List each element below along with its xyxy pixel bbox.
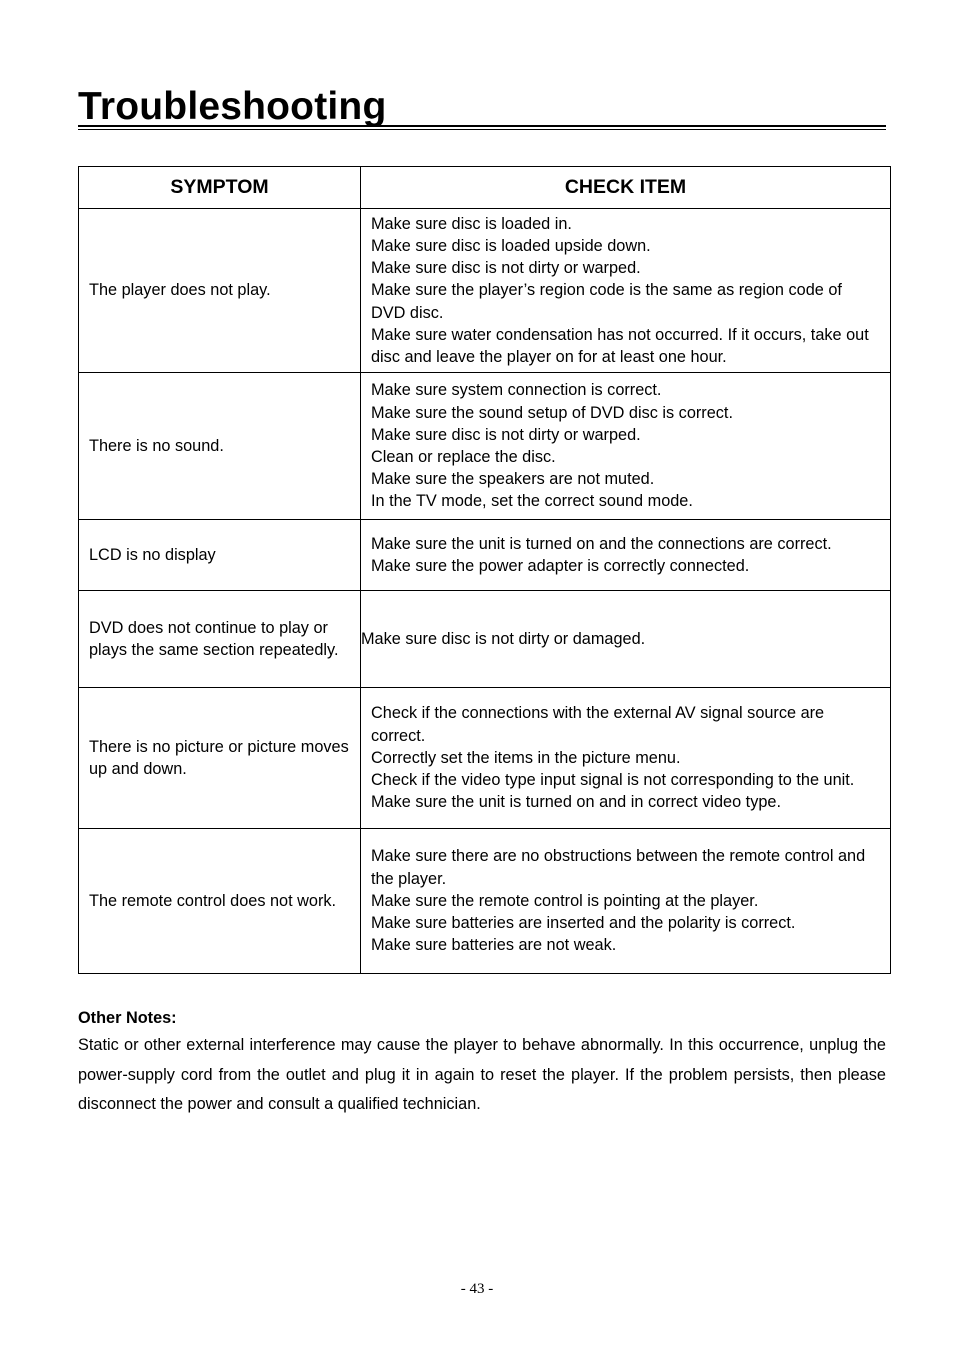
check-item: Make sure disc is not dirty or warped. — [371, 259, 641, 278]
check-item: Check if the connections with the external AV signal source are correct. — [371, 704, 825, 745]
check-item: Make sure the power adapter is correctly connected. — [371, 557, 750, 575]
check-item: Make sure batteries are inserted and the polarity is correct. — [371, 914, 796, 933]
page-header — [78, 84, 886, 132]
table-row — [79, 373, 891, 520]
check-item: Make sure the unit is turned on and the connections are correct. — [371, 534, 832, 553]
symptom-cell: DVD does not continue to play or plays the same section repeatedly. — [79, 591, 361, 688]
symptom-cell: There is no picture or picture moves up and down. — [79, 688, 361, 829]
check-item: Check if the video type input signal is not corresponding to the unit. — [371, 771, 855, 790]
symptom-cell: There is no sound. — [79, 373, 361, 520]
notes-heading: Other Notes: — [78, 1009, 177, 1027]
check-item: Make sure disc is not dirty or damaged. — [361, 629, 646, 648]
check-item: Make sure the speakers are not muted. — [371, 470, 655, 489]
check-item-cell — [361, 688, 891, 829]
check-item: Make sure batteries are not weak. — [371, 936, 617, 955]
check-item: Correctly set the items in the picture menu. — [371, 748, 681, 767]
table-row — [79, 520, 891, 591]
check-item: Make sure the player’s region code is the same as region code of DVD disc. — [371, 281, 842, 322]
check-item-cell — [361, 591, 891, 688]
symptom-cell: LCD is no display — [79, 520, 361, 591]
page-title: Troubleshooting — [78, 85, 387, 128]
symptom-column-header: SYMPTOM — [79, 167, 361, 209]
check-item-cell — [361, 209, 891, 373]
table-row — [79, 688, 891, 829]
check-item: In the TV mode, set the correct sound mode. — [371, 492, 693, 511]
check-item-column-header: CHECK ITEM — [361, 167, 891, 209]
symptom-cell: The player does not play. — [79, 209, 361, 373]
check-item-cell — [361, 520, 891, 591]
table-row — [79, 591, 891, 688]
troubleshooting-table — [78, 166, 891, 974]
check-item: Make sure system connection is correct. — [371, 381, 662, 400]
check-item: Make sure disc is not dirty or warped. — [371, 425, 641, 444]
notes-body: Static or other external interference may cause the player to behave abnormally. In this occurrence, unplug the power-supply cord from the outlet and plug it in again to reset the player. If the problem persists, then please disconnect the power and consult a qualified technician. — [78, 1036, 886, 1113]
table-row — [79, 209, 891, 373]
check-item: Make sure the remote control is pointing at the player. — [371, 891, 759, 910]
check-item: Make sure water condensation has not occurred. If it occurs, take out disc and leave the player on for at least one hour. — [371, 325, 869, 366]
symptom-cell: The remote control does not work. — [79, 829, 361, 974]
check-item: Make sure there are no obstructions between the remote control and the player. — [371, 847, 866, 888]
check-item: Make sure disc is loaded upside down. — [371, 236, 651, 255]
check-item: Make sure disc is loaded in. — [371, 214, 572, 233]
check-item: Make sure the sound setup of DVD disc is correct. — [371, 403, 733, 422]
table-row — [79, 829, 891, 974]
table-header-row — [79, 167, 891, 209]
other-notes-section — [78, 1005, 886, 1120]
check-item: Clean or replace the disc. — [371, 448, 556, 466]
check-item: Make sure the unit is turned on and in correct video type. — [371, 793, 781, 812]
page-number: - 43 - — [460, 1281, 494, 1297]
check-item-cell — [361, 373, 891, 520]
check-item-cell — [361, 829, 891, 974]
title-underline — [78, 125, 886, 130]
